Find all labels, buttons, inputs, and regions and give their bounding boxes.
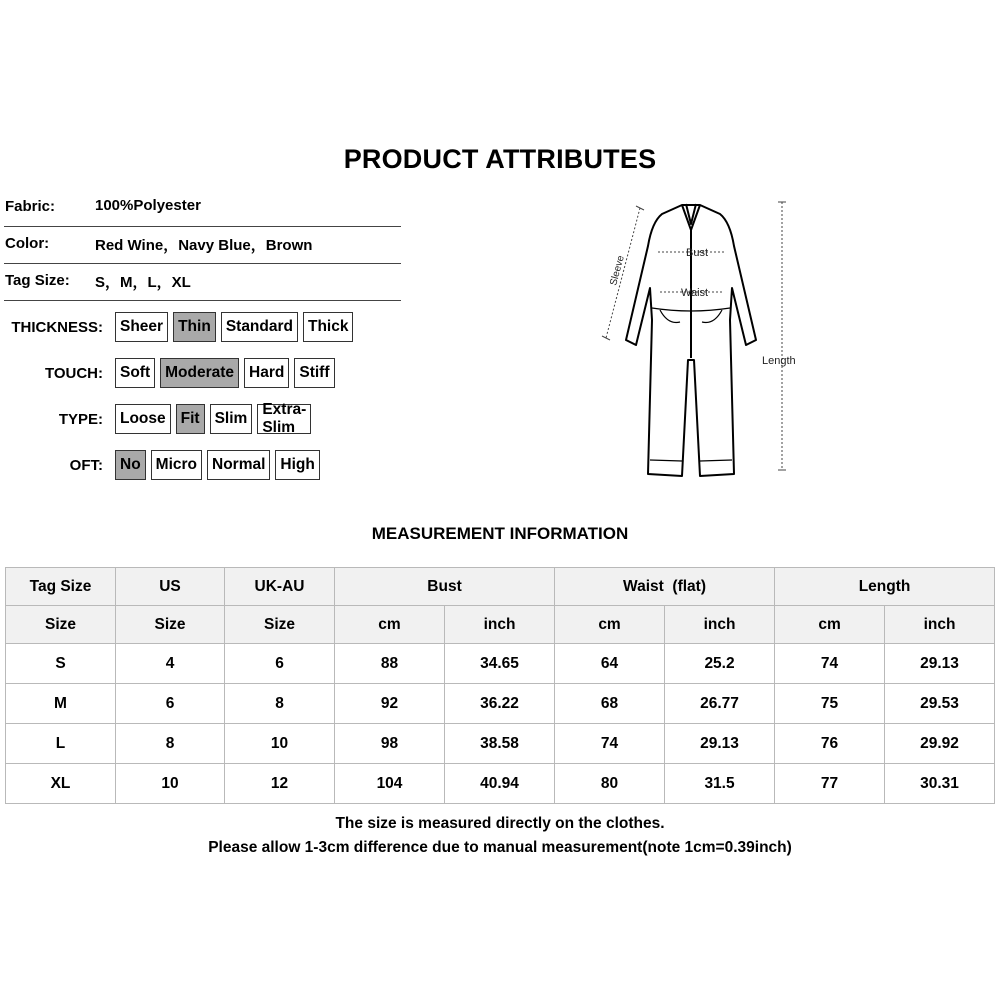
table-cell: 88	[335, 644, 445, 684]
option-box: Extra-Slim	[257, 404, 311, 434]
option-box: Stiff	[294, 358, 334, 388]
attr-value: 100%Polyester	[95, 197, 201, 214]
table-header-row	[6, 568, 995, 606]
subheader-cell: cm	[775, 606, 885, 644]
table-cell: 80	[555, 764, 665, 804]
table-cell: 98	[335, 724, 445, 764]
table-cell: 34.65	[445, 644, 555, 684]
table-cell: 104	[335, 764, 445, 804]
table-cell: 25.2	[665, 644, 775, 684]
jumpsuit-diagram	[590, 190, 820, 490]
attr-row-color	[4, 226, 401, 264]
sleeve-label: Sleeve	[608, 254, 627, 287]
option-group	[115, 401, 311, 436]
length-label: Length	[762, 355, 796, 367]
table-cell: 10	[225, 724, 335, 764]
table-cell: M	[6, 684, 116, 724]
table-cell: 77	[775, 764, 885, 804]
option-box: Thick	[303, 312, 353, 342]
table-cell: 12	[225, 764, 335, 804]
option-box: Hard	[244, 358, 289, 388]
option-label: THICKNESS:	[11, 319, 103, 336]
option-box-selected: Thin	[173, 312, 216, 342]
option-box: Slim	[210, 404, 253, 434]
attr-value: S，M，L，XL	[95, 274, 191, 291]
table-cell: 29.92	[885, 724, 995, 764]
option-box: Soft	[115, 358, 155, 388]
attr-value: Red Wine，Navy Blue，Brown	[95, 237, 313, 254]
table-row	[6, 724, 995, 764]
subheader-cell: Size	[116, 606, 225, 644]
option-group	[115, 358, 335, 388]
table-cell: XL	[6, 764, 116, 804]
header-cell: Length	[775, 568, 995, 606]
subheader-cell: Size	[225, 606, 335, 644]
table-cell: 68	[555, 684, 665, 724]
table-cell: 76	[775, 724, 885, 764]
header-cell: Tag Size	[6, 568, 116, 606]
attr-label: Tag Size:	[5, 272, 70, 289]
option-box: Loose	[115, 404, 171, 434]
option-label: TYPE:	[58, 411, 103, 428]
measurement-ticks	[602, 202, 786, 470]
option-box: High	[275, 450, 319, 480]
option-label: TOUCH:	[44, 365, 103, 382]
table-row	[6, 764, 995, 804]
option-group	[115, 450, 320, 480]
table-cell: 64	[555, 644, 665, 684]
option-box: Sheer	[115, 312, 168, 342]
measurement-title: MEASUREMENT INFORMATION	[371, 524, 629, 543]
table-cell: 74	[775, 644, 885, 684]
subheader-cell: inch	[885, 606, 995, 644]
measurement-table	[5, 567, 995, 804]
option-box-selected: Moderate	[160, 358, 239, 388]
table-row	[6, 684, 995, 724]
table-cell: 74	[555, 724, 665, 764]
attr-row-tag-size	[4, 263, 401, 301]
header-cell: Waist (flat)	[555, 568, 775, 606]
table-cell: 6	[225, 644, 335, 684]
table-cell: 40.94	[445, 764, 555, 804]
table-subheader-row	[6, 606, 995, 644]
option-box: Standard	[221, 312, 298, 342]
attr-label: Color:	[5, 235, 50, 252]
subheader-cell: inch	[445, 606, 555, 644]
subheader-cell: cm	[555, 606, 665, 644]
table-cell: 30.31	[885, 764, 995, 804]
attr-label: Fabric:	[5, 198, 56, 215]
table-cell: 38.58	[445, 724, 555, 764]
table-row	[6, 644, 995, 684]
header-cell: US	[116, 568, 225, 606]
bust-label: Bust	[686, 247, 709, 259]
subheader-cell: inch	[665, 606, 775, 644]
table-cell: 4	[116, 644, 225, 684]
waist-label: Waist	[681, 287, 709, 299]
note-line-1: The size is measured directly on the clothes.	[335, 815, 665, 832]
subheader-cell: cm	[335, 606, 445, 644]
header-cell: Bust	[335, 568, 555, 606]
option-group	[115, 312, 353, 342]
jumpsuit-outline	[626, 204, 756, 476]
subheader-cell: Size	[6, 606, 116, 644]
header-cell: UK-AU	[225, 568, 335, 606]
note-line-2: Please allow 1-3cm difference due to manual measurement(note 1cm=0.39inch)	[208, 839, 792, 856]
table-cell: 8	[116, 724, 225, 764]
table-cell: 29.13	[885, 644, 995, 684]
table-cell: 10	[116, 764, 225, 804]
table-cell: 26.77	[665, 684, 775, 724]
option-box-selected: No	[115, 450, 146, 480]
table-cell: 29.13	[665, 724, 775, 764]
table-cell: L	[6, 724, 116, 764]
table-cell: 75	[775, 684, 885, 724]
table-cell: 36.22	[445, 684, 555, 724]
table-cell: 92	[335, 684, 445, 724]
table-cell: 8	[225, 684, 335, 724]
page-title: PRODUCT ATTRIBUTES	[343, 144, 657, 174]
option-box-selected: Fit	[176, 404, 205, 434]
option-box: Normal	[207, 450, 270, 480]
table-cell: 6	[116, 684, 225, 724]
table-cell: S	[6, 644, 116, 684]
option-label: OFT:	[69, 457, 103, 474]
table-cell: 29.53	[885, 684, 995, 724]
attr-row-fabric	[4, 189, 401, 227]
table-cell: 31.5	[665, 764, 775, 804]
option-box: Micro	[151, 450, 202, 480]
